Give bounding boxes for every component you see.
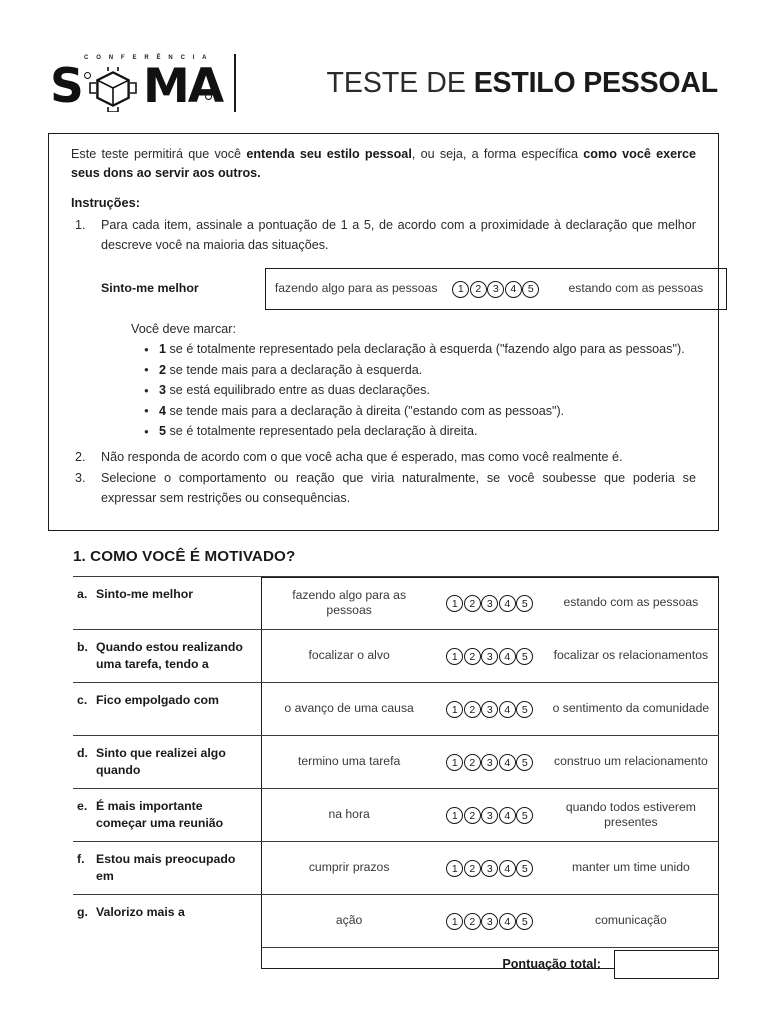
scale-option-2[interactable]: 2 [464, 754, 481, 771]
question-right-e: quando todos estiverem presentes [565, 799, 696, 829]
scale-option-4[interactable]: 4 [499, 648, 516, 665]
logo-letter-s: S [50, 59, 83, 114]
scale-option-3[interactable]: 3 [481, 860, 498, 877]
question-left-b: focalizar o alvo [308, 648, 390, 663]
table-row [73, 788, 719, 841]
question-label-d [73, 736, 261, 788]
logo-dot-a-icon [205, 93, 212, 100]
scale-option-4[interactable]: 4 [499, 807, 516, 824]
table-row [73, 576, 719, 629]
question-scale-g[interactable] [436, 912, 544, 931]
scale-option-3[interactable]: 3 [481, 913, 498, 930]
example-row-label: Sinto-me melhor [101, 281, 199, 295]
total-score-label: Pontuação total: [502, 957, 601, 971]
scale-legend-text-1: se é totalmente representado pela declaração à esquerda ("fazendo algo para as pessoas"). [166, 342, 685, 356]
section-heading: 1. COMO VOCÊ É MOTIVADO? [73, 548, 296, 565]
question-cells-a [261, 577, 719, 629]
scale-option-1[interactable]: 1 [452, 281, 469, 298]
scale-legend-list [101, 340, 696, 442]
question-right-f: manter um time unido [571, 860, 690, 875]
question-letter-g: g. [77, 905, 88, 919]
scale-group[interactable] [446, 807, 534, 824]
scale-option-2[interactable]: 2 [464, 648, 481, 665]
instructions-list [71, 216, 704, 508]
logo-letters-ma: MA [143, 59, 223, 114]
soma-logo [48, 52, 223, 114]
question-label-b [73, 630, 261, 682]
scale-option-5[interactable]: 5 [516, 754, 533, 771]
instruction-item-2 [71, 448, 696, 468]
scale-option-1[interactable]: 1 [446, 807, 463, 824]
scale-legend-num-3: 3 [159, 383, 167, 397]
intro-paragraph [71, 145, 696, 183]
question-text-a: Sinto-me melhor [96, 587, 194, 601]
table-row [73, 735, 719, 788]
marcar-intro-text: Você deve marcar: [131, 322, 236, 336]
scale-option-5[interactable]: 5 [516, 701, 533, 718]
question-right-a: estando com as pessoas [563, 595, 699, 610]
scale-option-2[interactable]: 2 [464, 701, 481, 718]
intro-bold-1: entenda seu estilo pessoal [246, 147, 412, 161]
question-label-f [73, 842, 261, 894]
logo-conference-label: C O N F E R Ê N C I A [84, 55, 210, 61]
page-header [48, 48, 720, 118]
scale-legend-num-5: 5 [159, 424, 167, 438]
question-left-d: termino uma tarefa [297, 754, 401, 769]
scale-option-4[interactable]: 4 [505, 281, 522, 298]
instruction-item-1-text: Para cada item, assinale a pontuação de 1 a 5, de acordo com a proximidade à declaração que melhor descreve você na maioria das situações. [101, 218, 696, 252]
example-left-statement: fazendo algo para as pessoas [274, 281, 438, 296]
instructions-heading: Instruções: [71, 195, 140, 210]
scale-group[interactable] [452, 281, 540, 298]
question-scale-d[interactable] [436, 753, 544, 772]
question-cells-e [261, 789, 719, 841]
scale-option-3[interactable]: 3 [487, 281, 504, 298]
question-label-c [73, 683, 261, 735]
intro-prefix: Este teste permitirá que você [71, 147, 247, 161]
scale-option-1[interactable]: 1 [446, 648, 463, 665]
question-cells-b [261, 630, 719, 682]
question-left-e: na hora [328, 807, 370, 822]
scale-option-1[interactable]: 1 [446, 701, 463, 718]
scale-option-5[interactable]: 5 [516, 648, 533, 665]
scale-legend-text-5: se é totalmente representado pela declaração à direita. [166, 424, 478, 438]
question-scale-c[interactable] [436, 700, 544, 719]
scale-option-3[interactable]: 3 [481, 754, 498, 771]
question-table [73, 576, 719, 969]
scale-legend-num-1: 1 [159, 342, 167, 356]
logo-wordmark [48, 59, 223, 114]
scale-option-4[interactable]: 4 [499, 595, 516, 612]
question-text-e: É mais importante começar uma reunião [96, 799, 224, 830]
scale-legend-item-4 [159, 402, 696, 422]
question-right-g: comunicação [594, 913, 667, 928]
scale-option-5[interactable]: 5 [522, 281, 539, 298]
question-cells-g [261, 895, 719, 947]
question-text-f: Estou mais preocupado em [96, 852, 236, 883]
scale-option-5[interactable]: 5 [516, 860, 533, 877]
scale-option-1[interactable]: 1 [446, 860, 463, 877]
scale-option-2[interactable]: 2 [470, 281, 487, 298]
scale-option-4[interactable]: 4 [499, 701, 516, 718]
scale-legend-text-2: se tende mais para a declaração à esquerda. [166, 362, 423, 377]
question-letter-e: e. [77, 799, 88, 813]
instruction-item-1 [71, 216, 704, 442]
question-cells-c [261, 683, 719, 735]
scale-option-1[interactable]: 1 [446, 754, 463, 771]
question-letter-d: d. [77, 746, 88, 760]
scale-group[interactable] [446, 648, 534, 665]
scale-legend-text-4: se tende mais para a declaração à direita ("estando com as pessoas"). [166, 403, 565, 418]
instructions-panel [48, 133, 719, 531]
question-right-b: focalizar os relacionamentos [553, 648, 709, 663]
scale-legend-num-2: 2 [159, 362, 167, 377]
intro-bold-2: como você exerce seus dons ao servir aos outros. [71, 147, 696, 180]
gear-cube-icon [84, 67, 142, 112]
question-scale-b[interactable] [436, 647, 544, 666]
question-scale-a[interactable] [436, 594, 544, 613]
question-label-e [73, 789, 261, 841]
total-score-input[interactable] [614, 950, 719, 979]
table-row [73, 894, 719, 947]
page-title-bold: ESTILO PESSOAL [473, 67, 718, 99]
table-row [73, 682, 719, 735]
question-scale-f[interactable] [436, 859, 544, 878]
example-scale[interactable] [446, 279, 546, 299]
question-scale-e[interactable] [436, 806, 544, 825]
scale-option-2[interactable]: 2 [464, 860, 481, 877]
question-letter-c: c. [77, 693, 88, 707]
question-left-g: ação [335, 913, 363, 928]
scale-option-5[interactable]: 5 [516, 913, 533, 930]
example-scale-row [101, 268, 704, 310]
scale-option-5[interactable]: 5 [516, 595, 533, 612]
scale-option-2[interactable]: 2 [464, 807, 481, 824]
question-cells-d [261, 736, 719, 788]
question-label-a [73, 577, 261, 629]
scale-option-2[interactable]: 2 [464, 913, 481, 930]
scale-legend-item-3 [159, 381, 696, 401]
question-left-c: o avanço de uma causa [284, 701, 414, 716]
total-score-row [73, 948, 719, 980]
page-title [236, 67, 720, 99]
scale-option-5[interactable]: 5 [516, 807, 533, 824]
scale-option-2[interactable]: 2 [464, 595, 481, 612]
question-text-g: Valorizo mais a [96, 905, 185, 919]
question-cells-f [261, 842, 719, 894]
table-row [73, 841, 719, 894]
question-text-d: Sinto que realizei algo quando [96, 746, 226, 777]
scale-option-1[interactable]: 1 [446, 595, 463, 612]
instruction-item-2-text: Não responda de acordo com o que você acha que é esperado, mas como você realmente é. [101, 449, 623, 464]
scale-legend-item-1 [159, 340, 696, 360]
question-left-a: fazendo algo para as pessoas [292, 587, 407, 617]
scale-group[interactable] [446, 595, 534, 612]
instruction-item-3-text: Selecione o comportamento ou reação que viria naturalmente, se você soubesse que poderia se expressar sem restrições ou consequências. [101, 471, 696, 505]
scale-legend-item-2 [159, 361, 696, 381]
scale-option-3[interactable]: 3 [481, 648, 498, 665]
table-row [73, 629, 719, 682]
question-left-f: cumprir prazos [308, 860, 390, 875]
intro-middle: , ou seja, a forma específica [411, 147, 584, 161]
scale-option-3[interactable]: 3 [481, 701, 498, 718]
example-right-statement: estando com as pessoas [568, 281, 704, 296]
scale-option-3[interactable]: 3 [481, 807, 498, 824]
page-title-light: TESTE DE [326, 67, 474, 99]
scale-option-4[interactable]: 4 [499, 860, 516, 877]
scale-option-4[interactable]: 4 [499, 913, 516, 930]
question-label-g [73, 895, 261, 947]
scale-group[interactable] [446, 860, 534, 877]
question-text-b: Quando estou realizando uma tarefa, tendo a [96, 640, 243, 671]
scale-legend-item-5 [159, 422, 696, 442]
question-letter-f: f. [77, 852, 85, 866]
scale-option-1[interactable]: 1 [446, 913, 463, 930]
question-text-c: Fico empolgado com [96, 693, 219, 707]
scale-legend-num-4: 4 [159, 403, 167, 418]
scale-option-3[interactable]: 3 [481, 595, 498, 612]
example-scale-box [265, 268, 727, 310]
question-letter-a: a. [77, 587, 88, 601]
scale-group[interactable] [446, 754, 534, 771]
scale-group[interactable] [446, 913, 534, 930]
scale-option-4[interactable]: 4 [499, 754, 516, 771]
scale-legend-text-3: se está equilibrado entre as duas declarações. [166, 383, 430, 397]
question-right-d: construo um relacionamento [553, 754, 708, 769]
instruction-item-3 [71, 469, 696, 508]
scale-group[interactable] [446, 701, 534, 718]
question-right-c: o sentimento da comunidade [552, 701, 710, 716]
question-letter-b: b. [77, 640, 88, 654]
